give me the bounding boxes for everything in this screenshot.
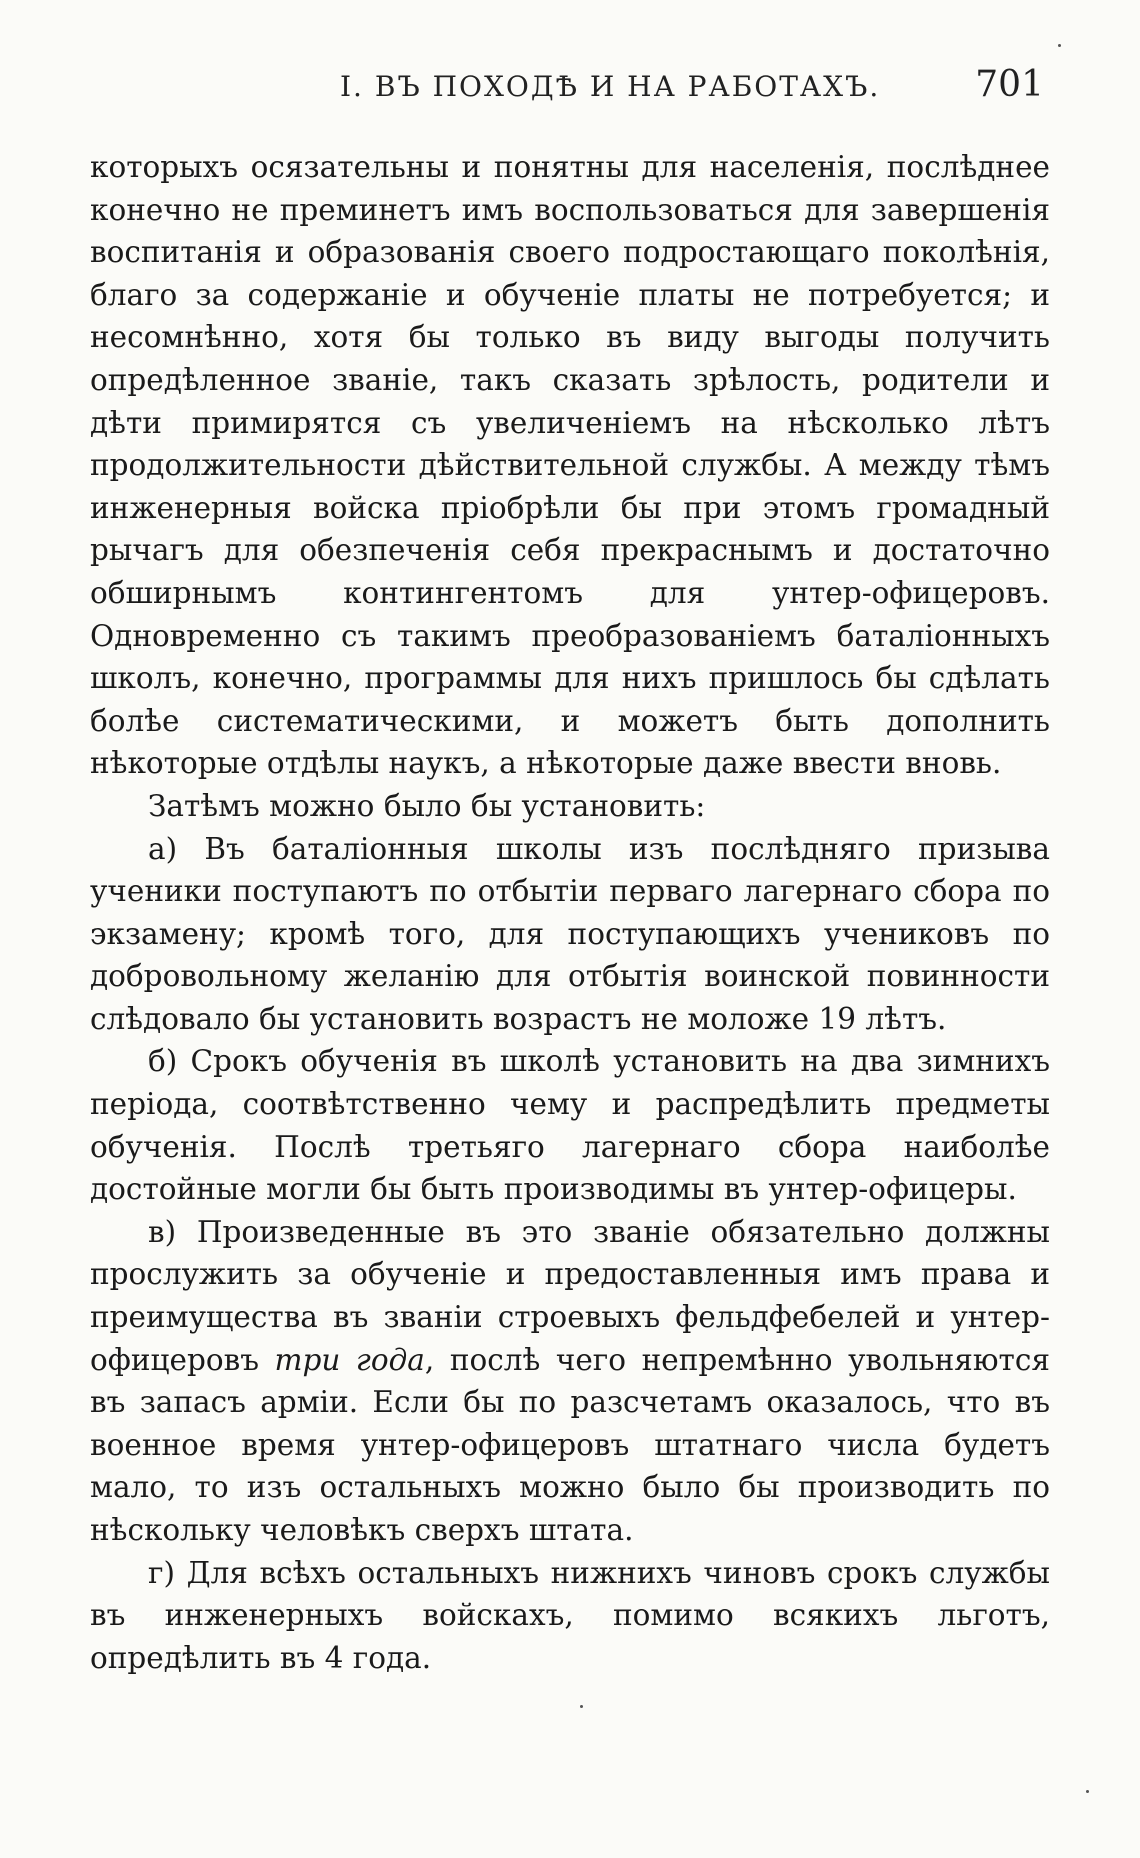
paper-speck <box>580 1705 583 1708</box>
paper-speck <box>1058 44 1061 47</box>
body-text <box>90 146 1050 1679</box>
book-page <box>90 62 1050 1679</box>
list-item-g: г) Для всѣхъ остальныхъ нижнихъ чиновъ срокъ службы въ инженерныхъ войскахъ, помимо всякихъ льготъ, опредѣлить въ 4 года. <box>90 1555 1050 1675</box>
list-item-b: б) Срокъ обученія въ школѣ установить на два зимнихъ періода, соотвѣтственно чему и распредѣлить предметы обученія. Послѣ третьяго лагернаго сбора наиболѣе достойные могли бы быть производимы въ унтер-офицеры. <box>90 1044 1050 1207</box>
paragraph-intro: Затѣмъ можно было бы установить: <box>148 788 706 823</box>
list-item-v <box>90 1211 1050 1552</box>
paragraph-continuation: которыхъ осязательны и понятны для населенія, послѣднее конечно не преминетъ имъ воспользоваться для завершенія воспитанія и образованія своего подростающаго поколѣнія, благо за содержаніе и обученіе платы не потребуется; и несомнѣнно, хотя бы только въ виду выгоды получить опредѣленное званіе, такъ сказать зрѣлость, родители и дѣти примирятся съ увеличеніемъ на нѣсколько лѣтъ продолжительности дѣйствительной службы. А между тѣмъ инженерныя войска пріобрѣли бы при этомъ громадный рычагъ для обезпеченія себя прекраснымъ и достаточно обширнымъ контингентомъ для унтер-офицеровъ. Одновременно съ такимъ преобразованіемъ баталіонныхъ школъ, конечно, программы для нихъ пришлось бы сдѣлать болѣе систематическими, и можетъ быть дополнить нѣкоторые отдѣлы наукъ, а нѣкоторые даже ввести вновь. <box>90 150 1050 781</box>
list-item-v-italic: три года <box>274 1342 425 1377</box>
page-number: 701 <box>975 64 1044 105</box>
running-header <box>90 62 1050 118</box>
paper-speck <box>1086 1790 1089 1793</box>
list-item-v-text-start: в) Произведенные въ это званіе обязательно должны прослужить за обученіе и предоставленныя имъ права и преимущества въ званіи строевыхъ фельдфебелей и унтер-офицеровъ <box>90 1214 1050 1377</box>
list-item-v-text-end: , послѣ чего непремѣнно увольняются въ запасъ арміи. Если бы по разсчетамъ оказалось, что въ военное время унтер-офицеровъ штатнаго числа будетъ мало, то изъ остальныхъ можно было бы производить по нѣскольку человѣкъ сверхъ штата. <box>90 1342 1051 1547</box>
running-title: I. ВЪ ПОХОДѢ И НА РАБОТАХЪ. <box>340 70 881 103</box>
list-item-a: а) Въ баталіонныя школы изъ послѣдняго призыва ученики поступаютъ по отбытіи перваго лагернаго сбора по экзамену; кромѣ того, для поступающихъ учениковъ по добровольному желанію для отбытія воинской повинности слѣдовало бы установить возрастъ не моложе 19 лѣтъ. <box>90 831 1050 1036</box>
